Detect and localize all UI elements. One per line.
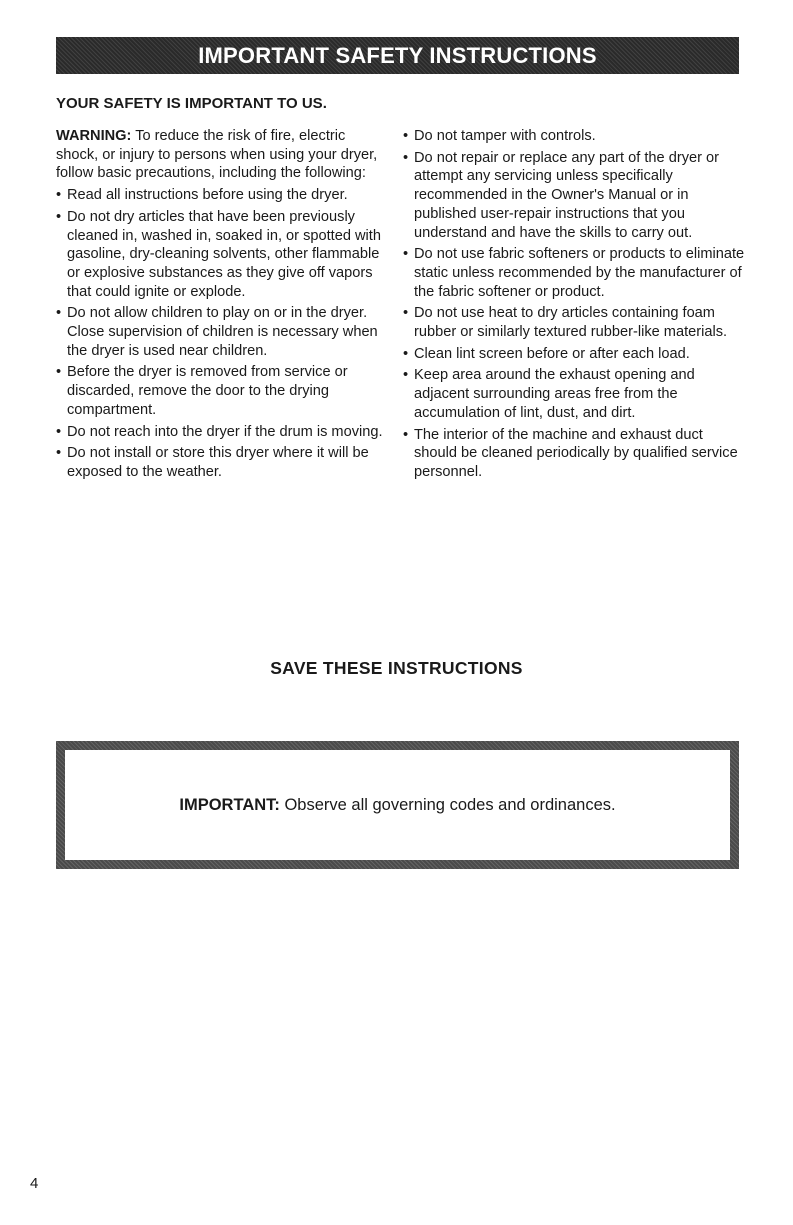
list-item: • Do not allow children to play on or in the dryer. Close supervision of children is necessary when the dryer is used near children. xyxy=(56,304,391,360)
list-item: • Do not dry articles that have been previously cleaned in, washed in, soaked in, or spotted with gasoline, dry-cleaning solvents, other flammable or explosive substances as they give off vapors that could ignite or explode. xyxy=(56,208,391,302)
list-item: • Before the dryer is removed from service or discarded, remove the door to the drying compartment. xyxy=(56,363,391,419)
page-title: IMPORTANT SAFETY INSTRUCTIONS xyxy=(198,42,597,68)
list-item: • Do not use fabric softeners or products to eliminate static unless recommended by the manufacturer of the fabric softener or product. xyxy=(403,245,748,301)
list-item: • Keep area around the exhaust opening and adjacent surrounding areas free from the accumulation of lint, dust, and dirt. xyxy=(403,366,748,422)
notice-body: Observe all governing codes and ordinances. xyxy=(279,795,616,814)
safety-subtitle: YOUR SAFETY IS IMPORTANT TO US. xyxy=(56,95,327,112)
left-column xyxy=(56,127,391,485)
list-item: • Do not tamper with controls. xyxy=(403,127,748,146)
list-item: • Do not reach into the dryer if the drum is moving. xyxy=(56,423,391,442)
notice-text xyxy=(179,796,615,815)
warning-text: To reduce the risk of fire, electric shock, or injury to persons when using your dryer, follow basic precautions, including the following: xyxy=(56,128,378,182)
left-instruction-list xyxy=(56,186,391,482)
right-column xyxy=(403,127,748,485)
page-number: 4 xyxy=(30,1175,39,1192)
list-item: • The interior of the machine and exhaust duct should be cleaned periodically by qualified service personnel. xyxy=(403,426,748,482)
list-item: • Clean lint screen before or after each load. xyxy=(403,345,748,364)
warning-label: WARNING: xyxy=(56,128,132,144)
save-instructions-heading: SAVE THESE INSTRUCTIONS xyxy=(270,658,523,678)
list-item: • Do not use heat to dry articles containing foam rubber or similarly textured rubber-like materials. xyxy=(403,304,748,341)
notice-content xyxy=(65,750,730,860)
list-item: • Read all instructions before using the dryer. xyxy=(56,186,391,205)
notice-label: IMPORTANT: xyxy=(179,795,280,814)
list-item: • Do not repair or replace any part of the dryer or attempt any servicing unless specifically recommended in the Owner's Manual or in published user-repair instructions that you understand and have the skills to carry out. xyxy=(403,149,748,243)
title-banner xyxy=(56,37,739,74)
warning-paragraph xyxy=(56,127,391,183)
right-instruction-list xyxy=(403,127,748,482)
list-item: • Do not install or store this dryer where it will be exposed to the weather. xyxy=(56,444,391,481)
important-notice-box xyxy=(56,741,739,869)
